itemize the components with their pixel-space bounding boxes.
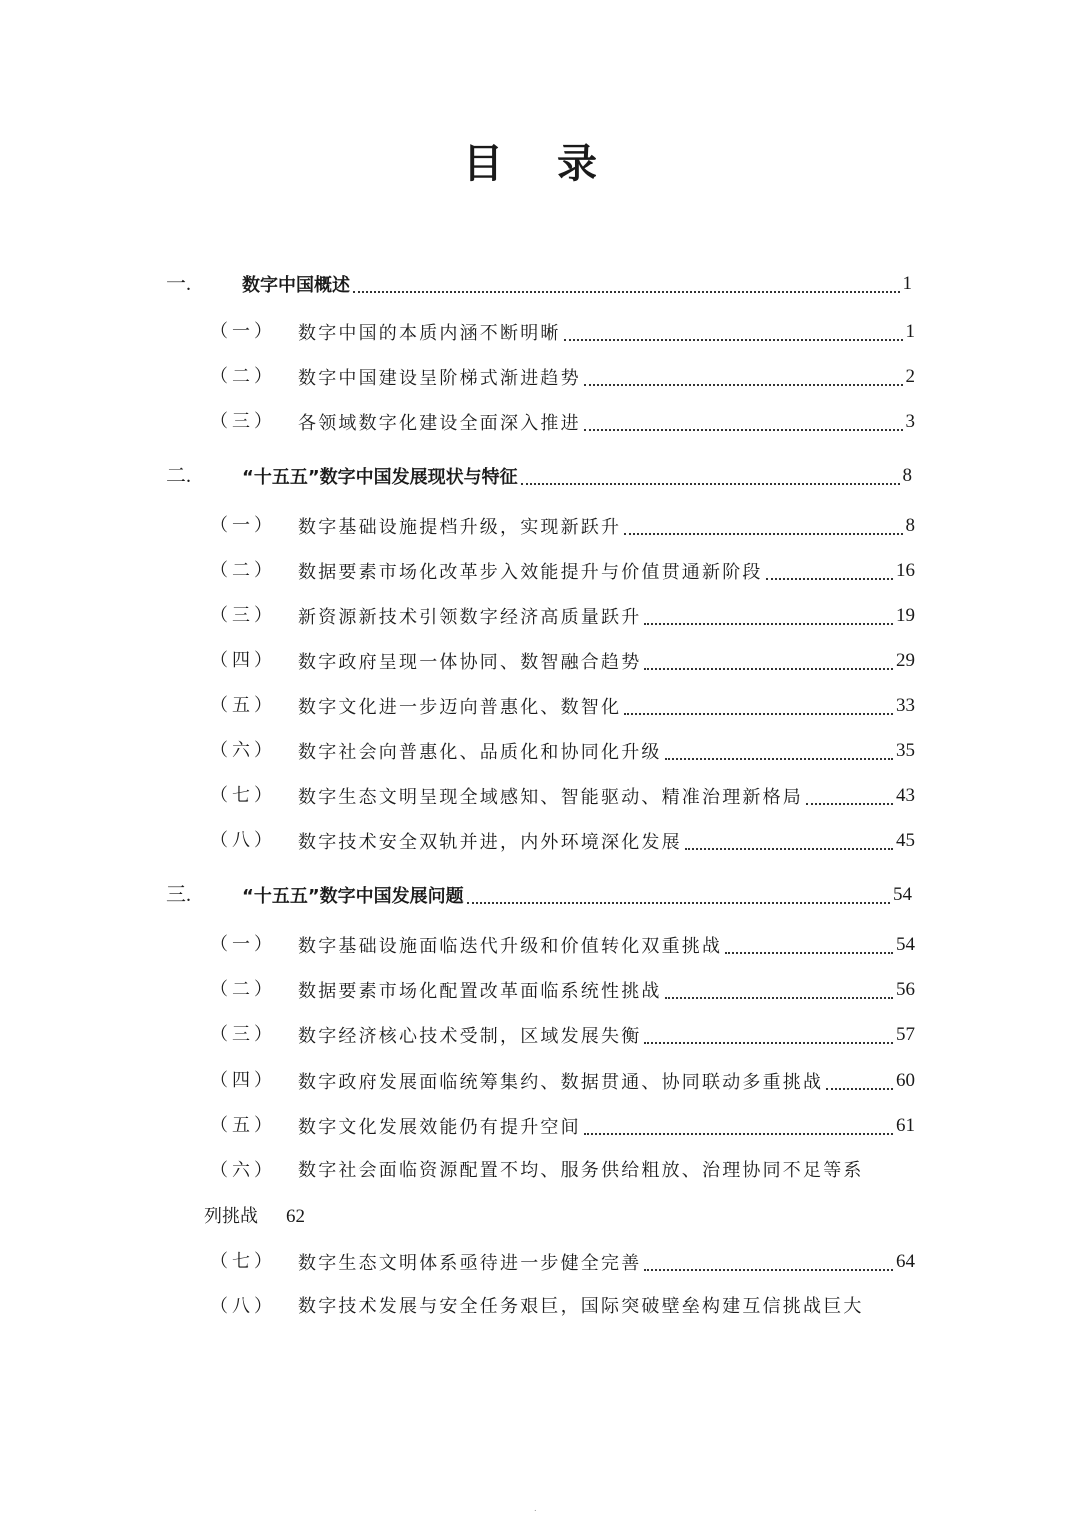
toc-section-title: 数字中国概述 [242, 275, 350, 296]
toc-item-2-8[interactable] [0, 823, 1080, 859]
toc-item-3-3[interactable] [0, 1017, 1080, 1053]
toc-item-2-5[interactable] [0, 688, 1080, 724]
toc-item-2-7[interactable] [0, 778, 1080, 814]
toc-item-title-continuation: 列挑战 [204, 1206, 258, 1227]
toc-item-number: （六） [210, 1160, 276, 1181]
toc-item-2-6[interactable] [0, 733, 1080, 769]
toc-item-title: 数字社会面临资源配置不均、服务供给粗放、治理协同不足等系 [298, 1160, 864, 1181]
dot-leader [644, 1042, 893, 1044]
toc-page-number: 56 [896, 979, 915, 1000]
toc-item-number: （五） [210, 1115, 276, 1136]
toc-item-title: 数字政府发展面临统筹集约、数据贯通、协同联动多重挑战 [298, 1072, 824, 1093]
toc-item-3-1[interactable] [0, 927, 1080, 963]
toc-item-2-2[interactable] [0, 553, 1080, 589]
dot-leader [624, 713, 893, 715]
toc-page-number: 8 [902, 465, 912, 486]
toc-item-number: （一） [210, 321, 276, 342]
toc-item-3-6-continuation[interactable] [204, 1199, 305, 1235]
toc-page-number: 62 [286, 1206, 305, 1227]
dot-leader [353, 291, 900, 293]
toc-page-number: 61 [896, 1115, 915, 1136]
toc-item-3-2[interactable] [0, 972, 1080, 1008]
toc-page-number: 1 [905, 321, 915, 342]
toc-section-3[interactable] [0, 877, 1080, 913]
toc-section-number: 一. [166, 273, 191, 295]
dot-leader [665, 997, 893, 999]
toc-item-title: 数字技术发展与安全任务艰巨，国际突破壁垒构建互信挑战巨大 [298, 1296, 864, 1317]
toc-item-number: （八） [210, 830, 276, 851]
toc-item-number: （八） [210, 1296, 276, 1317]
toc-page-number: 35 [896, 740, 915, 761]
toc-page-number: 2 [905, 366, 915, 387]
toc-item-title: 数字生态文明体系亟待进一步健全完善 [298, 1253, 642, 1274]
dot-leader [806, 803, 893, 805]
toc-item-number: （二） [210, 366, 276, 387]
dot-leader [584, 429, 903, 431]
toc-item-number: （二） [210, 979, 276, 1000]
toc-page-number: 16 [896, 560, 915, 581]
toc-item-number: （三） [210, 1024, 276, 1045]
dot-leader [685, 848, 893, 850]
toc-item-2-3[interactable] [0, 598, 1080, 634]
dot-leader [584, 1133, 893, 1135]
toc-item-title: 数字基础设施面临迭代升级和价值转化双重挑战 [298, 936, 723, 957]
dot-leader [521, 483, 900, 485]
dot-leader [584, 384, 903, 386]
toc-item-title: 数字基础设施提档升级，实现新跃升 [298, 517, 622, 538]
toc-item-number: （一） [210, 934, 276, 955]
dot-leader [725, 952, 893, 954]
dot-leader [766, 578, 893, 580]
toc-item-title: 数据要素市场化配置改革面临系统性挑战 [298, 981, 662, 1002]
toc-item-3-5[interactable] [0, 1108, 1080, 1144]
page-title: 目 录 [463, 141, 617, 187]
toc-item-title: 数字中国的本质内涵不断明晰 [298, 323, 561, 344]
toc-item-title: 数字文化进一步迈向普惠化、数智化 [298, 697, 622, 718]
toc-section-number: 三. [166, 884, 191, 906]
toc-section-number: 二. [166, 465, 191, 487]
toc-page-number: 45 [896, 830, 915, 851]
toc-item-title: 数字文化发展效能仍有提升空间 [298, 1117, 581, 1138]
dot-leader [826, 1088, 893, 1090]
toc-item-number: （三） [210, 605, 276, 626]
dot-leader [467, 902, 890, 904]
toc-item-1-2[interactable] [0, 359, 1080, 395]
toc-item-title: 各领域数字化建设全面深入推进 [298, 413, 581, 434]
toc-item-1-1[interactable] [0, 314, 1080, 350]
dot-leader [644, 1269, 893, 1271]
toc-item-title: 数字中国建设呈阶梯式渐进趋势 [298, 368, 581, 389]
toc-item-title: 数字生态文明呈现全域感知、智能驱动、精准治理新格局 [298, 787, 803, 808]
toc-item-3-7[interactable] [0, 1244, 1080, 1280]
dot-leader [644, 668, 893, 670]
toc-page-number: 54 [896, 934, 915, 955]
toc-page-number: 8 [905, 515, 915, 536]
toc-page-number: 54 [893, 884, 912, 905]
toc-item-number: （六） [210, 740, 276, 761]
toc-item-title: 数字社会向普惠化、品质化和协同化升级 [298, 742, 662, 763]
toc-item-number: （四） [210, 1070, 276, 1091]
toc-item-number: （七） [210, 1251, 276, 1272]
toc-item-title: 数字政府呈现一体协同、数智融合趋势 [298, 652, 642, 673]
toc-item-3-6[interactable] [0, 1153, 1080, 1189]
toc-item-number: （三） [210, 411, 276, 432]
toc-page-number: 64 [896, 1251, 915, 1272]
toc-item-number: （一） [210, 515, 276, 536]
toc-page-number: 33 [896, 695, 915, 716]
toc-page-number: 57 [896, 1024, 915, 1045]
toc-item-title: 新资源新技术引领数字经济高质量跃升 [298, 607, 642, 628]
toc-section-2[interactable] [0, 458, 1080, 494]
toc-item-2-4[interactable] [0, 643, 1080, 679]
toc-item-number: （五） [210, 695, 276, 716]
toc-section-title: “十五五”数字中国发展现状与特征 [242, 467, 518, 488]
toc-item-title: 数据要素市场化改革步入效能提升与价值贯通新阶段 [298, 562, 763, 583]
toc-item-title: 数字技术安全双轨并进，内外环境深化发展 [298, 832, 682, 853]
toc-item-number: （七） [210, 785, 276, 806]
toc-item-number: （二） [210, 560, 276, 581]
dot-leader [624, 533, 902, 535]
dot-leader [644, 623, 893, 625]
toc-item-1-3[interactable] [0, 404, 1080, 440]
toc-page-number: 3 [905, 411, 915, 432]
toc-item-title: 数字经济核心技术受制，区域发展失衡 [298, 1026, 642, 1047]
toc-page-number: 1 [902, 273, 912, 294]
toc-item-number: （四） [210, 650, 276, 671]
toc-page-number: 29 [896, 650, 915, 671]
footer-mark: . [534, 1504, 537, 1513]
toc-page-number: 43 [896, 785, 915, 806]
toc-item-2-1[interactable] [0, 508, 1080, 544]
toc-page-number: 60 [896, 1070, 915, 1091]
toc-item-3-4[interactable] [0, 1063, 1080, 1099]
dot-leader [665, 758, 893, 760]
toc-item-3-8[interactable] [0, 1289, 1080, 1325]
toc-page-number: 19 [896, 605, 915, 626]
toc-section-1[interactable] [0, 266, 1080, 302]
dot-leader [564, 339, 903, 341]
toc-section-title: “十五五”数字中国发展问题 [242, 886, 464, 907]
